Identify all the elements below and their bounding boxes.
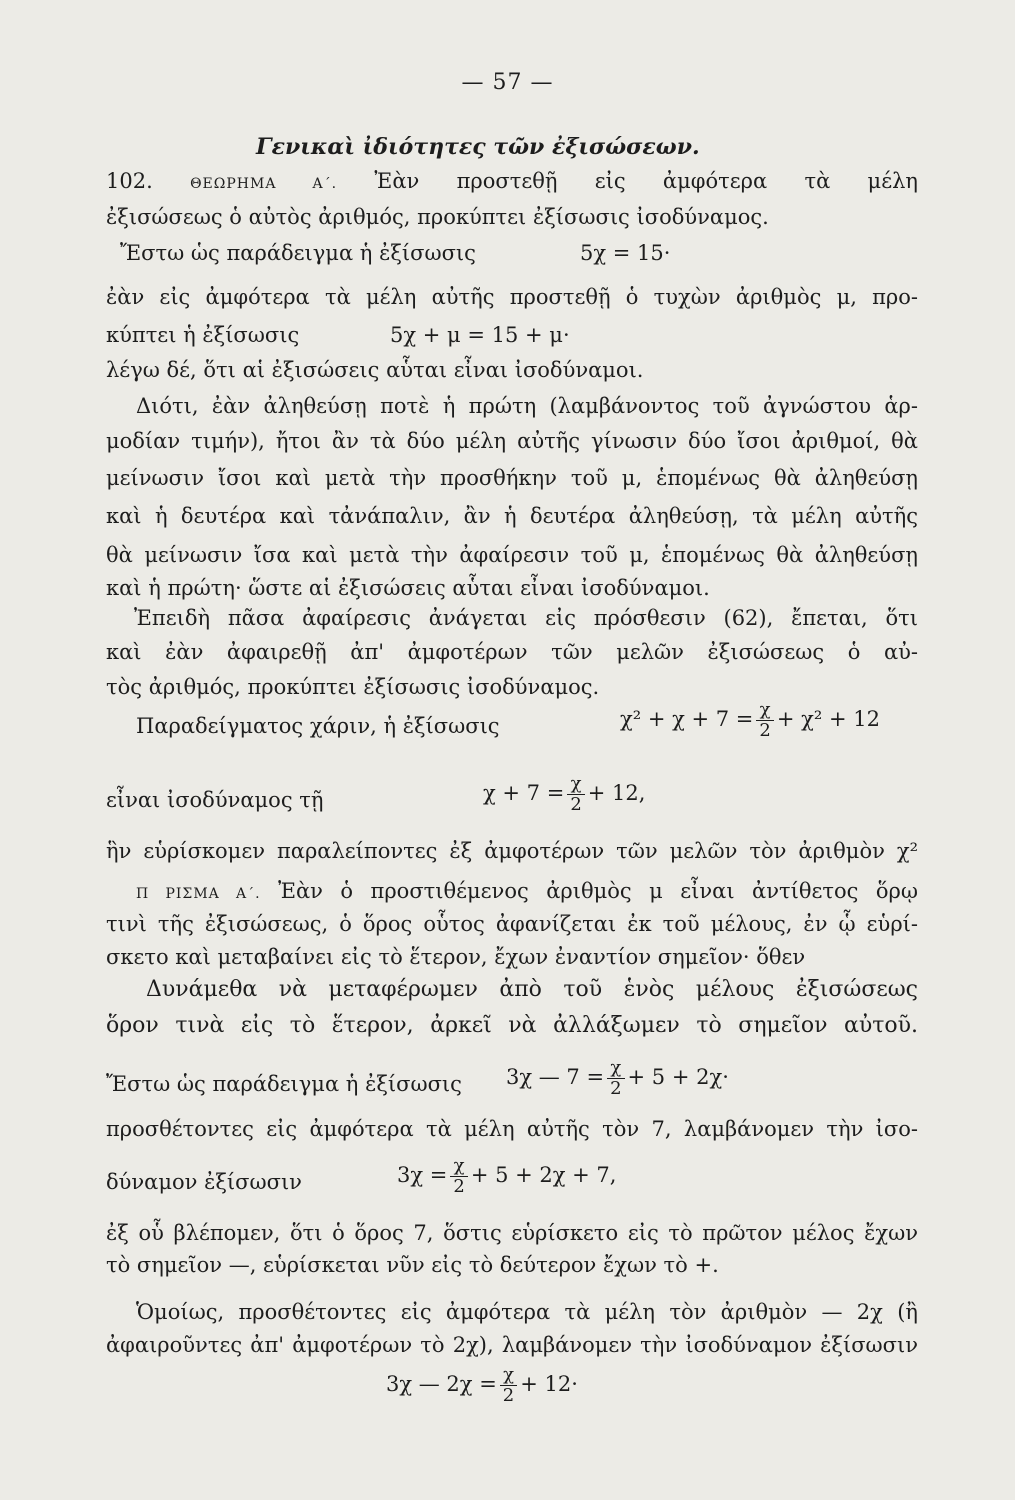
example3-line-4: ἐξ οὗ βλέπομεν, ὅτι ὁ ὅρος 7, ὅστις εὑρίσκετο εἰς τὸ πρῶτον μέλος ἔχων <box>106 1221 918 1245</box>
example3-intro: Ἔστω ὡς παράδειγμα ἡ ἐξίσωσις <box>106 1072 462 1096</box>
final-line-2: ἀφαιροῦντες ἀπ' ἀμφοτέρων τὸ 2χ), λαμβάνομεν τὴν ἰσοδύναμον ἐξίσωσιν <box>106 1333 918 1357</box>
example3-line-3-text: δύναμον ἐξίσωσιν <box>106 1170 302 1194</box>
theorem-line-1 <box>106 166 918 199</box>
rule-line: ὅρον τινὰ εἰς τὸ ἕτερον, ἀρκεῖ νὰ ἀλλάξωμεν τὸ σημεῖον αὐτοῦ. <box>106 1013 918 1038</box>
theorem-label: ΘΕΩΡΗΜΑ Α΄. <box>190 176 338 192</box>
proof-line: μείνωσιν ἴσοι καὶ μετὰ τὴν προσθήκην τοῦ μ, ἑπομένως θὰ ἀληθεύσῃ <box>106 466 918 490</box>
example2-fraction: $\frac{\chi}{2}$ <box>756 700 773 741</box>
proof-line: θὰ μείνωσιν ἴσα καὶ μετὰ τὴν ἀφαίρεσιν τοῦ μ, ἑπομένως θὰ ἀληθεύσῃ <box>106 543 918 567</box>
example1-line-3-equation: 5χ + μ = 15 + μ· <box>390 323 570 347</box>
example1-intro: Ἔστω ὡς παράδειγμα ἡ ἐξίσωσις <box>120 241 476 265</box>
example3-line-2: προσθέτοντες εἰς ἀμφότερα τὰ μέλη αὐτῆς τὸν 7, λαμβάνομεν τὴν ἰσο- <box>106 1117 918 1141</box>
example3-equation: 3χ — 7 = $\frac{\chi}{2}$ + 5 + 2χ· <box>506 1057 729 1099</box>
example2-equiv-text: εἶναι ἰσοδύναμος τῇ <box>106 788 324 812</box>
proof-line: καὶ ἡ πρώτη· ὥστε αἱ ἐξισώσεις αὗται εἶναι ἰσοδύναμοι. <box>106 576 710 600</box>
theorem-text: Ἐὰν προστεθῇ εἰς ἀμφότερα τὰ μέλη <box>374 169 918 193</box>
final-line-1: Ὁμοίως, προσθέτοντες εἰς ἀμφότερα τὰ μέλη τὸν ἀριθμὸν — 2χ (ἢ <box>136 1300 918 1324</box>
subtraction-line: καὶ ἐὰν ἀφαιρεθῇ ἀπ' ἀμφοτέρων τῶν μελῶν ἐξισώσεως ὁ αὐ- <box>106 640 918 664</box>
corollary-line-3: σκετο καὶ μεταβαίνει εἰς τὸ ἕτερον, ἔχων ἐναντίον σημεῖον· ὅθεν <box>106 945 806 969</box>
example2-note: ἣν εὑρίσκομεν παραλείποντες ἐξ ἀμφοτέρων τῶν μελῶν τὸν ἀριθμὸν χ² <box>106 839 918 863</box>
final-equation: 3χ — 2χ = $\frac{\chi}{2}$ + 12· <box>386 1364 578 1406</box>
corollary-label: Π ΡΙΣΜΑ Α΄. <box>136 886 261 902</box>
theorem-line-2: ἐξισώσεως ὁ αὐτὸς ἀριθμός, προκύπτει ἐξίσωσις ἰσοδύναμος. <box>106 205 769 229</box>
rule-line: Δυνάμεθα νὰ μεταφέρωμεν ἀπὸ τοῦ ἑνὸς μέλους ἐξισώσεως <box>146 977 918 1002</box>
subtraction-line: Ἐπειδὴ πᾶσα ἀφαίρεσις ἀνάγεται εἰς πρόσθεσιν (62), ἔπεται, ὅτι <box>134 606 918 630</box>
example2-intro: Παραδείγματος χάριν, ἡ ἐξίσωσις <box>136 714 500 738</box>
example1-line-3-text: κύπτει ἡ ἐξίσωσις <box>106 323 300 347</box>
example3-fraction: $\frac{\chi}{2}$ <box>607 1058 624 1099</box>
example1-line-4: λέγω δέ, ὅτι αἱ ἐξισώσεις αὗται εἶναι ἰσοδύναμοι. <box>106 358 644 382</box>
example2-equiv-fraction: $\frac{\chi}{2}$ <box>567 774 584 815</box>
proof-line: καὶ ἡ δευτέρα καὶ τἀνάπαλιν, ἂν ἡ δευτέρα ἀληθεύσῃ, τὰ μέλη αὐτῆς <box>106 504 918 528</box>
example2-equation: χ² + χ + 7 = $\frac{\chi}{2}$ + χ² + 12 <box>620 699 880 741</box>
page-number: — 57 — <box>461 70 554 95</box>
proof-line: Διότι, ἐὰν ἀληθεύσῃ ποτὲ ἡ πρώτη (λαμβάνοντος τοῦ ἀγνώστου ἁρ- <box>136 394 918 418</box>
final-fraction: $\frac{\chi}{2}$ <box>500 1365 517 1406</box>
corollary-line-1 <box>136 876 918 909</box>
example2-equiv-equation: χ + 7 = $\frac{\chi}{2}$ + 12, <box>483 773 646 815</box>
section-heading: Γενικαὶ ἰδιότητες τῶν ἐξισώσεων. <box>256 134 700 160</box>
example1-equation: 5χ = 15· <box>580 241 671 265</box>
example3-line-3-equation: 3χ = $\frac{\chi}{2}$ + 5 + 2χ + 7, <box>397 1155 617 1197</box>
example3-line-3-fraction: $\frac{\chi}{2}$ <box>450 1156 467 1197</box>
example3-line-5: τὸ σημεῖον —, εὑρίσκεται νῦν εἰς τὸ δεύτερον ἔχων τὸ +. <box>106 1253 719 1277</box>
corollary-text: Ἐὰν ὁ προστιθέμενος ἀριθμὸς μ εἶναι ἀντίθετος ὅρῳ <box>278 879 918 903</box>
proof-line: μοδίαν τιμήν), ἤτοι ἂν τὰ δύο μέλη αὐτῆς γίνωσιν δύο ἴσοι ἀριθμοί, θὰ <box>106 429 918 453</box>
corollary-line-2: τινὶ τῆς ἐξισώσεως, ὁ ὅρος οὗτος ἀφανίζεται ἐκ τοῦ μέλους, ἐν ᾧ εὑρί- <box>106 912 918 936</box>
example1-line-2: ἐὰν εἰς ἀμφότερα τὰ μέλη αὐτῆς προστεθῇ ὁ τυχὼν ἀριθμὸς μ, προ- <box>106 285 918 309</box>
theorem-number: 102. <box>106 169 153 193</box>
subtraction-line: τὸς ἀριθμός, προκύπτει ἐξίσωσις ἰσοδύναμος. <box>106 675 600 699</box>
